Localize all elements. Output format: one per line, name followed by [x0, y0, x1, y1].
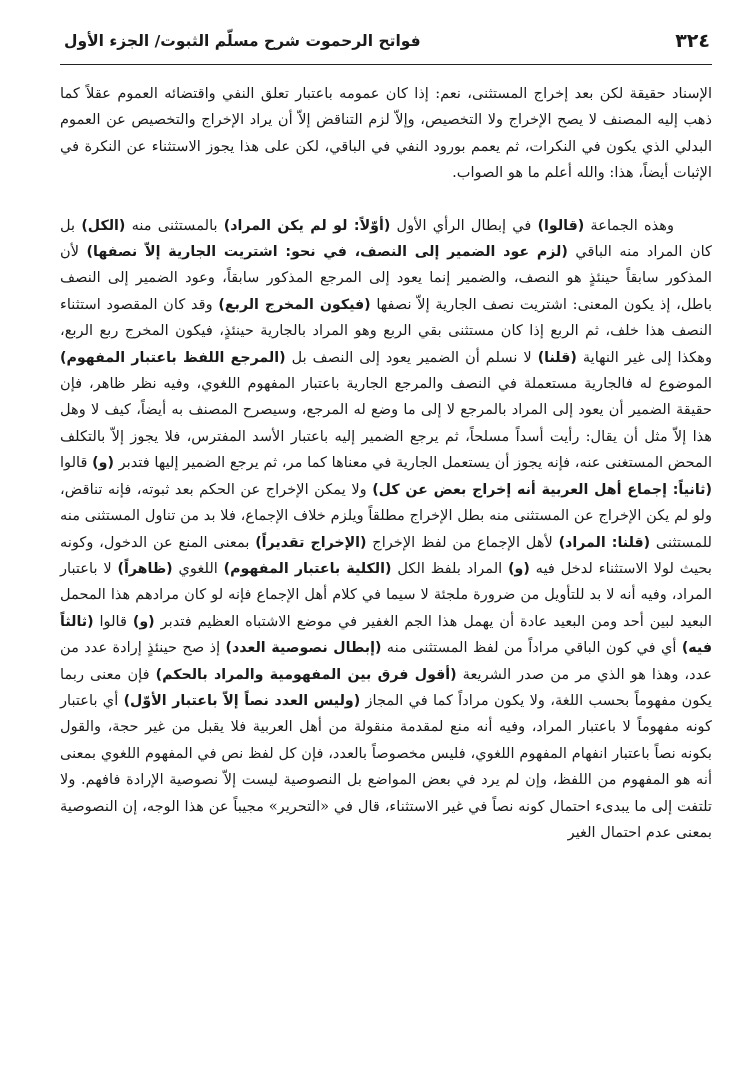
bold-text-run: (لزم عود الضمير إلى النصف، في نحو: اشتريت الجارية إلاّ نصفها): [86, 244, 568, 261]
bold-text-run: (الكل): [81, 217, 126, 234]
text-run: وقد كان المقصود استثناء النصف هذا خلف، ثم الربع إذا كان مستثنى بقي الربع وهو المراد بالجارية حينئذٍ، فيكون المخرج ربع الربع، وهكذا إلى غير النهاية: [60, 295, 712, 366]
bold-text-run: (و): [132, 613, 155, 630]
bold-text-run: (الكلية باعتبار المفهوم): [223, 560, 392, 577]
text-run: لا نسلم أن الضمير يعود إلى النصف بل: [285, 348, 538, 366]
page-header: [60, 28, 712, 65]
text-run: إذ صح حينئذٍ إرادة عدد من عدد، وهذا هو الذي مر من صدر الشريعة: [60, 639, 712, 683]
bold-text-run: (المرجع اللفظ باعتبار المفهوم): [60, 349, 286, 366]
text-run: فإن معنى ربما يكون مفهوماً بحسب اللغة، ولا يكون مراداً كما في المجاز: [60, 665, 712, 709]
bold-text-run: (ثالثاً فيه): [60, 613, 712, 657]
bold-text-run: (قلنا): [537, 349, 577, 366]
bold-text-run: (وليس العدد نصاً إلاّ باعتبار الأوّل): [123, 692, 361, 709]
bold-text-run: (الإخراج تقديراً): [255, 534, 367, 551]
text-run: لأهل الإجماع من لفظ الإخراج: [366, 533, 559, 551]
text-run: قالوا: [60, 454, 93, 472]
bold-text-run: (إبطال نصوصية العدد): [225, 640, 382, 657]
text-run: في إبطال الرأي الأول: [390, 216, 538, 234]
text-run: أي باعتبار كونه مفهوماً لا باعتبار المراد، وفيه أنه منع لمقدمة منقولة من أهل العربية فلا يقبل من غير حجة، والقول بكونه نصاً باعتبار انفهام المفهوم اللغوي، فليس مخصوصاً بالعدد، فإن كل لفظ نص في المفهوم اللغوي بمعنى أنه هو المفهوم من اللفظ، وإن لم يرد في بعض المواضع بل النصوصية ليست إلاّ نصوصية الإرادة فافهم. ولا تلتفت إلى ما يبدىء احتمال كونه نصاً في غير الاستثناء، قال في «التحرير» مجيباً عن هذا الوجه، إن النصوصية بمعنى عدم احتمال الغير: [60, 691, 712, 841]
bold-text-run: (ظاهراً): [117, 560, 173, 577]
text-run: قالوا: [93, 612, 133, 630]
text-run: الموضوع له فالجارية مستعملة في النصف والمرجع الجارية باعتبار المفهوم اللغوي، وفيه نظر ظاهر، فإن حقيقة الضمير أن يعود إلى المراد بالمرجع لا إلى ما وضع له المرجع، وسيصرح المصنف به أيضاً، كيف لا وهل هذا إلاّ مثل أن يقال: رأيت أسداً مسلحاً، ثم يرجع الضمير إليه باعتبار الأسد المفترس، فلا يجوز إلاّ بالتكلف المحض المستغنى عنه، فإنه يجوز أن يستعمل الجارية في معناها كما مر، ثم يرجع الضمير إليها فتدبر: [60, 375, 712, 472]
text-run: أي في كون الباقي مراداً من لفظ المستثنى منه: [381, 639, 682, 657]
page-number: ٣٢٤: [675, 30, 710, 52]
document-page: [60, 28, 712, 1078]
bold-text-run: (قالوا): [537, 217, 585, 234]
text-run: الإسناد حقيقة لكن بعد إخراج المستثنى، نعم: إذا كان عمومه باعتبار تعلق النفي واقتضائه العموم عقلاً كما ذهب إليه المصنف لا يصح الإخراج ولا التخصيص، وإلاّ لزم التناقض إلاّ أن يراد الإخراج والتخصيص عن العموم البدلي الذي يكون في النكرات، ثم يعمم بورود النفي في الباقي، لكن على هذا يجوز الاستثناء عن النكرة في الإثبات أيضاً، هذا: والله أعلم ما هو الصواب.: [60, 85, 712, 182]
bold-text-run: (قلنا: المراد): [558, 534, 651, 551]
bold-text-run: (و): [92, 455, 114, 472]
text-run: المراد بلفظ الكل: [391, 559, 509, 577]
text-run: بالمستثنى منه: [125, 216, 224, 234]
body-text: [60, 81, 712, 846]
text-run: ولا يمكن الإخراج عن الحكم بعد ثبوته، فإنه تناقض، ولو لم يكن الإخراج عن المستثنى منه بطل الإخراج مطلقاً ويلزم خلاف الإجماع، فلا بد من تناول المستثنى منه للمستثنى: [60, 480, 712, 551]
paragraph-2: [60, 213, 712, 847]
bold-text-run: (أوّلاً: لو لم يكن المراد): [223, 217, 391, 234]
bold-text-run: (و): [508, 560, 530, 577]
bold-text-run: (فيكون المخرج الربع): [218, 296, 371, 313]
paragraph-1: [60, 81, 712, 187]
text-run: لا باعتبار المراد، وفيه أنه لا بد للتأويل من ضرورة ملجئة لا سيما في كلام أهل الإجماع فإنه لو كان مرادهم هذا المحمل البعيد لبين أحد ومن البعيد عادة أن يهمل هذا الجم الغفير في موضع الاشتباه العظيم فتدبر: [60, 559, 712, 630]
running-title: فواتح الرحموت شرح مسلّم الثبوت/ الجزء الأول: [64, 32, 421, 50]
text-run: بمعنى المنع عن الدخول، وكونه بحيث لولا الاستثناء لدخل فيه: [60, 533, 712, 577]
text-run: بل كان المراد منه الباقي: [60, 216, 712, 261]
bold-text-run: (أقول فرق بين المفهومية والمراد بالحكم): [155, 666, 457, 683]
text-run: وهذه الجماعة: [584, 216, 675, 234]
text-run: لأن المذكور سابقاً حينئذٍ هو النصف، والضمير إنما يعود إلى المرجع المذكور سابقاً، وعود الضمير إلى النصف باطل، إذ يكون المعنى: اشتريت نصف الجارية إلاّ نصفها: [60, 243, 713, 313]
text-run: اللغوي: [172, 559, 224, 577]
bold-text-run: (ثانياً: إجماع أهل العربية أنه إخراج بعض عن كل): [372, 481, 712, 498]
